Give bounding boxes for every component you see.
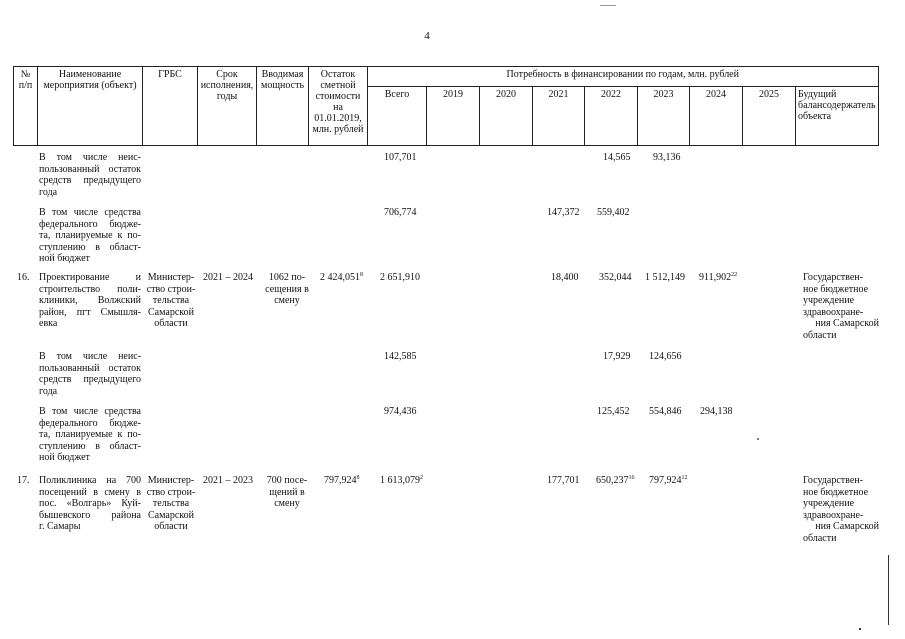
row1-2022: 14,565: [603, 152, 631, 163]
row5-name-line: та, планируемые к по-: [39, 429, 141, 441]
header-num: № п/п: [14, 67, 38, 146]
row6-2022: [596, 475, 635, 487]
row2-name-line: ной бюджет: [39, 253, 90, 265]
row6-2023-footnote: 12: [681, 475, 688, 481]
row1-total: 107,701: [384, 152, 417, 163]
row6-future-line: Государствен-: [803, 475, 863, 486]
header-capacity: Вводимая мощность: [257, 67, 309, 146]
row3-remainder: [320, 272, 363, 284]
row3-future-holder: [803, 272, 879, 342]
row6-future-line: здравоохране-: [803, 509, 864, 521]
scan-mark: [600, 5, 616, 6]
row6-total-footnote: 2: [420, 475, 423, 481]
row6-grbs-line: ство строи-: [146, 486, 196, 498]
row5-name-line: В том числе средства: [39, 406, 141, 417]
row3-capacity-line: сещения в: [265, 283, 309, 295]
row4-name-line: средств предыдущего: [39, 374, 141, 386]
row3-grbs-line: области: [154, 318, 188, 330]
row4-total: 142,585: [384, 351, 417, 362]
row3-name-line: район, пгт Смышля-: [39, 306, 141, 318]
row1-name-line: средств предыдущего: [39, 175, 141, 187]
row2-name-line: В том числе средства: [39, 207, 141, 218]
row6-future-line: области: [803, 532, 837, 544]
row1-name-line: года: [39, 186, 58, 198]
table-header: [13, 66, 879, 146]
header-year-2025: 2025: [743, 87, 796, 146]
row6-capacity-line: 700 посе-: [266, 475, 308, 486]
row2-name: [39, 207, 141, 265]
row6-name-line: бышевского района: [39, 509, 141, 521]
row2-2021: 147,372: [547, 207, 580, 218]
row3-grbs-line: Самарской: [148, 306, 194, 318]
row1-name-line: пользованный остаток: [39, 163, 141, 175]
row3-future-line: ное бюджетное: [803, 283, 869, 295]
row6-future-holder: [803, 475, 879, 545]
header-need: Потребность в финансировании по годам, млн. рублей: [368, 67, 879, 87]
row6-total-value: 1 613,079: [380, 475, 420, 486]
row3-grbs: [143, 272, 199, 330]
row3-name-line: строительство поли-: [39, 283, 141, 295]
row3-grbs-line: тельства: [152, 295, 190, 307]
row2-name-line: федерального бюдже-: [39, 218, 141, 230]
row2-name-line: ступлению в област-: [39, 241, 141, 253]
row3-remainder-value: 2 424,051: [320, 272, 360, 283]
header-year-2024: 2024: [690, 87, 743, 146]
row3-name-line: евка: [39, 318, 58, 330]
row6-2023: [649, 475, 688, 487]
page-number: 4: [424, 30, 430, 42]
row3-grbs-line: Министер-: [147, 272, 195, 283]
row3-capacity: [261, 272, 313, 307]
row1-name: [39, 152, 141, 198]
header-year-2022: 2022: [585, 87, 638, 146]
row6-capacity: [261, 475, 313, 510]
row3-2024: [699, 272, 737, 284]
row3-grbs-line: ство строи-: [146, 283, 196, 295]
row6-name-line: пос. «Волгарь» Куй-: [39, 498, 141, 510]
row3-future-line: Государствен-: [803, 272, 863, 283]
row3-capacity-line: 1062 по-: [268, 272, 306, 283]
row6-grbs-line: Самарской: [148, 509, 194, 521]
row4-name-line: года: [39, 385, 58, 397]
row6-grbs-line: тельства: [152, 498, 190, 510]
row3-capacity-line: смену: [274, 295, 300, 307]
row3-name-line: Проектирование и: [39, 272, 141, 283]
row3-2023: 1 512,149: [645, 272, 685, 283]
header-grbs: ГРБС: [143, 67, 198, 146]
row5-2023: 554,846: [649, 406, 682, 417]
row6-future-line: учреждение: [803, 498, 855, 510]
row3-2021: 18,400: [551, 272, 579, 283]
row6-future-line: ния Самарской: [815, 521, 879, 533]
row3-name-line: клиники, Волжский: [39, 295, 141, 307]
row5-name-line: ной бюджет: [39, 452, 90, 464]
row3-2022: 352,044: [599, 272, 632, 283]
row3-remainder-footnote: 8: [360, 272, 363, 278]
row5-total: 974,436: [384, 406, 417, 417]
header-remainder: Остаток сметной стоимости на 01.01.2019, млн. рублей: [309, 67, 368, 146]
header-name: Наименование мероприятия (объект): [38, 67, 143, 146]
row5-name-line: федерального бюдже-: [39, 417, 141, 429]
row3-future-line: ния Самарской: [815, 318, 879, 330]
row6-future-line: ное бюджетное: [803, 486, 869, 498]
row5-2024: 294,138: [700, 406, 733, 417]
header-year-2023: 2023: [638, 87, 690, 146]
row5-name-line: ступлению в област-: [39, 440, 141, 452]
row4-name: [39, 351, 141, 397]
row6-name-line: Поликлиника на 700: [39, 475, 141, 486]
row5-2022: 125,452: [597, 406, 630, 417]
header-year-2021: 2021: [533, 87, 585, 146]
header-year-2019: 2019: [427, 87, 480, 146]
row5-name: [39, 406, 141, 464]
header-future-holder: Будущий балансодержатель объекта: [796, 87, 879, 146]
row4-2023: 124,656: [649, 351, 682, 362]
row6-capacity-line: смену: [274, 498, 300, 510]
row6-total: [380, 475, 423, 487]
row3-name: [39, 272, 141, 330]
scan-edge-line: [888, 555, 889, 625]
row1-name-line: В том числе неис-: [39, 152, 141, 163]
header-term: Срок исполнения, годы: [198, 67, 257, 146]
row3-total: 2 651,910: [380, 272, 420, 283]
row2-total: 706,774: [384, 207, 417, 218]
row4-2022: 17,929: [603, 351, 631, 362]
scan-dot: [757, 438, 759, 440]
row6-capacity-line: щений в: [269, 486, 305, 498]
row4-name-line: пользованный остаток: [39, 362, 141, 374]
row6-2022-footnote: 16: [628, 475, 635, 481]
row6-number: 17.: [17, 475, 30, 486]
row6-remainder-footnote: 8: [356, 475, 360, 481]
row6-2021: 177,701: [547, 475, 580, 486]
row6-2023-value: 797,924: [649, 475, 682, 486]
row3-future-line: учреждение: [803, 295, 855, 307]
row3-future-line: области: [803, 329, 837, 341]
row2-name-line: та, планируемые к по-: [39, 230, 141, 242]
row1-2023: 93,136: [653, 152, 681, 163]
header-year-2020: 2020: [480, 87, 533, 146]
row6-grbs-line: области: [154, 521, 188, 533]
row3-2024-value: 911,902: [699, 272, 732, 283]
header-total: Всего: [368, 87, 427, 146]
row6-grbs: [143, 475, 199, 533]
row4-name-line: В том числе неис-: [39, 351, 141, 362]
row3-number: 16.: [17, 272, 30, 283]
row6-remainder-value: 797,924: [324, 475, 357, 486]
row6-term: 2021 – 2023: [203, 475, 253, 486]
row3-future-line: здравоохране-: [803, 306, 864, 318]
row6-name-line: посещений в смену в: [39, 486, 141, 498]
row2-2022: 559,402: [597, 207, 630, 218]
row6-2022-value: 650,237: [596, 475, 629, 486]
row6-name: [39, 475, 141, 533]
row3-term: 2021 – 2024: [203, 272, 253, 283]
row6-grbs-line: Министер-: [147, 475, 195, 486]
row6-remainder: [324, 475, 360, 487]
scan-dot: [859, 628, 861, 630]
row3-2024-footnote: 22: [731, 272, 738, 278]
row6-name-line: г. Самары: [39, 521, 81, 533]
